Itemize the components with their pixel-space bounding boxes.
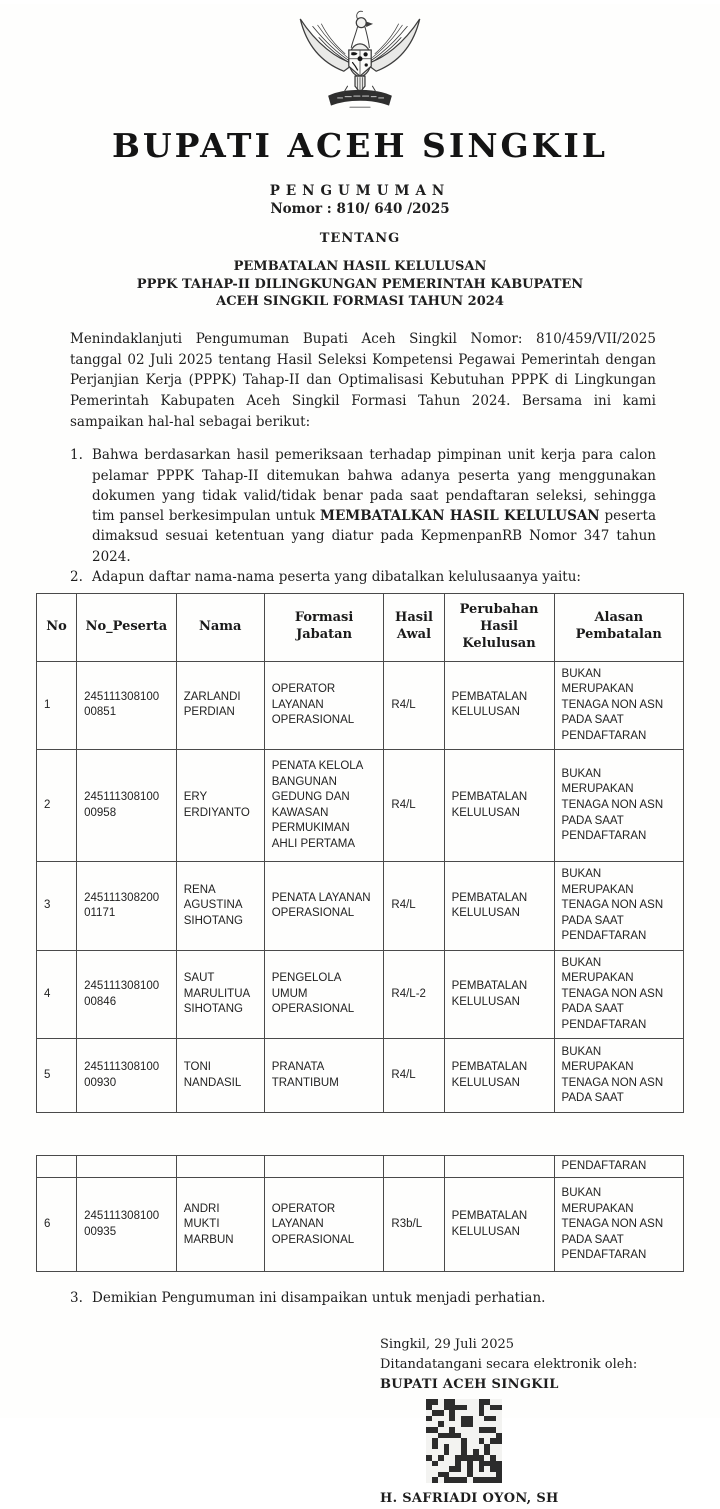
subject-line-2: PPPK TAHAP-II DILINGKUNGAN PEMERINTAH KABUPATEN xyxy=(136,276,584,292)
table-cell: 245111308100 00846 xyxy=(77,950,177,1039)
table-cell: PENATA LAYANAN OPERASIONAL xyxy=(264,862,384,951)
subject-line-3: ACEH SINGKIL FORMASI TAHUN 2024 xyxy=(216,294,504,310)
table-cell: BUKAN MERUPAKAN TENAGA NON ASN PADA SAAT PENDAFTARAN xyxy=(554,950,683,1039)
list-item-number: 3. xyxy=(70,1290,83,1307)
table-row xyxy=(37,750,684,862)
about-label: TENTANG xyxy=(319,231,401,246)
list-item-text xyxy=(92,445,656,567)
table-cell: TONI NANDASIL xyxy=(176,1039,264,1113)
table-cell: 1 xyxy=(37,661,77,750)
table-cell: BUKAN MERUPAKAN TENAGA NON ASN PADA SAAT xyxy=(554,1039,683,1113)
table-cell: OPERATOR LAYANAN OPERASIONAL xyxy=(264,1178,384,1272)
table-cell: PENATA KELOLA BANGUNAN GEDUNG DAN KAWASAN PERMUKIMAN AHLI PERTAMA xyxy=(264,750,384,862)
table-cell: PENGELOLA UMUM OPERASIONAL xyxy=(264,950,384,1039)
signature-esign-line: Ditandatangani secara elektronik oleh: xyxy=(380,1356,638,1372)
letterhead-title: BUPATI ACEH SINGKIL xyxy=(112,126,608,165)
garuda-pancasila-emblem xyxy=(285,4,435,116)
table-row xyxy=(37,1156,684,1178)
table-cell: 245111308100 00935 xyxy=(77,1178,177,1272)
table-cell: PEMBATALAN KELULUSAN xyxy=(444,661,554,750)
table-cell: PEMBATALAN KELULUSAN xyxy=(444,862,554,951)
table-cell xyxy=(37,1156,77,1178)
subject-block xyxy=(0,258,720,311)
item1-text-after: peserta dimaksud sesuai ketentuan yang diatur pada KepmenpanRB Nomor 347 tahun 2024. xyxy=(92,508,656,565)
table-cell: 2 xyxy=(37,750,77,862)
table-cell: ZARLANDI PERDIAN xyxy=(176,661,264,750)
col-header-formasi-jabatan: Formasi Jabatan xyxy=(264,594,384,662)
table-cell: PRANATA TRANTIBUM xyxy=(264,1039,384,1113)
table-row xyxy=(37,1039,684,1113)
qr-signature-stamp xyxy=(426,1399,502,1483)
garuda-emblem-graphic xyxy=(285,4,435,116)
table-cell: R4/L xyxy=(384,750,444,862)
table-cell xyxy=(444,1156,554,1178)
table-cell: 4 xyxy=(37,950,77,1039)
table-cell: 245111308200 01171 xyxy=(77,862,177,951)
item1-bold-text: MEMBATALKAN HASIL KELULUSAN xyxy=(320,508,600,524)
table-cell: BUKAN MERUPAKAN TENAGA NON ASN PADA SAAT PENDAFTARAN xyxy=(554,862,683,951)
table-row xyxy=(37,1178,684,1272)
cancellation-table-continued xyxy=(36,1155,684,1272)
list-item-3 xyxy=(70,1288,656,1308)
col-header-perubahan-hasil: Perubahan Hasil Kelulusan xyxy=(444,594,554,662)
list-item-number: 1. xyxy=(70,447,83,464)
table-header-row xyxy=(37,594,684,662)
table-cell: PENDAFTARAN xyxy=(554,1156,683,1178)
table-cell: BUKAN MERUPAKAN TENAGA NON ASN PADA SAAT PENDAFTARAN xyxy=(554,661,683,750)
list-item-2 xyxy=(70,567,656,587)
table-cell: 3 xyxy=(37,862,77,951)
announcement-type-label: PENGUMUMAN xyxy=(269,183,451,199)
table-cell: OPERATOR LAYANAN OPERASIONAL xyxy=(264,661,384,750)
table-cell: SAUT MARULITUA SIHOTANG xyxy=(176,950,264,1039)
intro-paragraph: Menindaklanjuti Pengumuman Bupati Aceh Singkil Nomor: 810/459/VII/2025 tanggal 02 Juli 2025 tentang Hasil Seleksi Kompetensi Pegawai Pemerintah dengan Perjanjian Kerja (PPPK) Tahap-II dan Optimalisasi Kebutuhan PPPK di Lingkungan Pemerintah Kabupaten Aceh Singkil Formasi Tahun 2024. Bersama ini kami sampaikan hal-hal sebagai berikut: xyxy=(70,330,656,431)
list-item-1 xyxy=(70,445,656,567)
table-cell: PEMBATALAN KELULUSAN xyxy=(444,1178,554,1272)
col-header-nama: Nama xyxy=(176,594,264,662)
table-cell xyxy=(77,1156,177,1178)
table-cell: 245111308100 00930 xyxy=(77,1039,177,1113)
document-page xyxy=(0,4,720,1507)
item1-text-before: Bahwa berdasarkan hasil pemeriksaan terhadap pimpinan unit kerja para calon pelamar PPPK Tahap-II ditemukan bahwa adanya peserta yang menggunakan dokumen yang tidak valid/tidak benar pada saat pendaftaran seleksi, sehingga tim pansel berkesimpulan untuk xyxy=(92,447,656,524)
table-cell: R4/L-2 xyxy=(384,950,444,1039)
col-header-hasil-awal: Hasil Awal xyxy=(384,594,444,662)
table-row xyxy=(37,950,684,1039)
table-cell: 6 xyxy=(37,1178,77,1272)
table-cell: ANDRI MUKTI MARBUN xyxy=(176,1178,264,1272)
table-cell: R4/L xyxy=(384,661,444,750)
table-cell: PEMBATALAN KELULUSAN xyxy=(444,950,554,1039)
table-cell: R3b/L xyxy=(384,1178,444,1272)
table-cell: R4/L xyxy=(384,862,444,951)
signature-office: BUPATI ACEH SINGKIL xyxy=(380,1376,559,1392)
table-cell: 5 xyxy=(37,1039,77,1113)
col-header-no-peserta: No_Peserta xyxy=(77,594,177,662)
signature-block xyxy=(380,1335,680,1509)
table-cell xyxy=(264,1156,384,1178)
list-item-number: 2. xyxy=(70,568,83,585)
table-cell xyxy=(176,1156,264,1178)
table-cell: ERY ERDIYANTO xyxy=(176,750,264,862)
signature-name: H. SAFRIADI OYON, SH xyxy=(380,1491,559,1507)
table-cell xyxy=(384,1156,444,1178)
table-cell: 245111308100 00851 xyxy=(77,661,177,750)
table-cell: BUKAN MERUPAKAN TENAGA NON ASN PADA SAAT PENDAFTARAN xyxy=(554,1178,683,1272)
col-header-alasan-pembatalan: Alasan Pembatalan xyxy=(554,594,683,662)
table-cell: PEMBATALAN KELULUSAN xyxy=(444,1039,554,1113)
list-item-text: Demikian Pengumuman ini disampaikan untuk menjadi perhatian. xyxy=(92,1290,546,1307)
col-header-no: No xyxy=(37,594,77,662)
table-cell: BUKAN MERUPAKAN TENAGA NON ASN PADA SAAT PENDAFTARAN xyxy=(554,750,683,862)
subject-line-1: PEMBATALAN HASIL KELULUSAN xyxy=(233,259,487,274)
table-cell: PEMBATALAN KELULUSAN xyxy=(444,750,554,862)
table-cell: R4/L xyxy=(384,1039,444,1113)
table-cell: RENA AGUSTINA SIHOTANG xyxy=(176,862,264,951)
cancellation-table xyxy=(36,593,684,1113)
announcement-number: Nomor : 810/ 640 /2025 xyxy=(270,201,450,217)
table-row xyxy=(37,661,684,750)
signature-place-date: Singkil, 29 Juli 2025 xyxy=(380,1336,515,1352)
table-cell: 245111308100 00958 xyxy=(77,750,177,862)
list-item-text: Adapun daftar nama-nama peserta yang dibatalkan kelulusaanya yaitu: xyxy=(92,568,581,585)
table-row xyxy=(37,862,684,951)
